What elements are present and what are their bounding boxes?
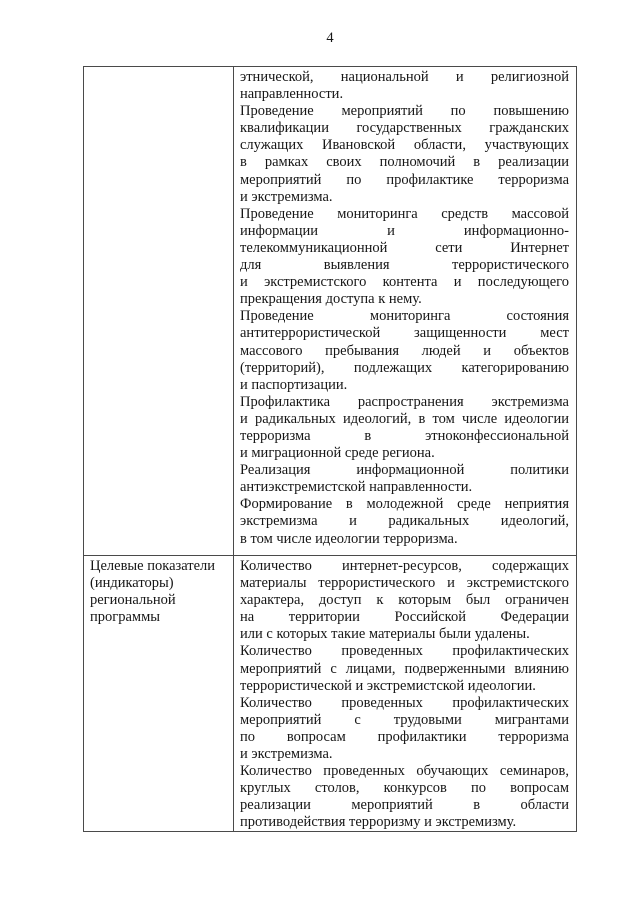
text-line: для выявления террористического <box>240 257 569 274</box>
table-row <box>84 556 576 831</box>
page-number: 4 <box>326 30 334 46</box>
text-line: в том числе идеологии терроризма. <box>240 530 458 547</box>
paragraph <box>240 695 569 763</box>
text-line: антиэкстремистской направленности. <box>240 479 473 496</box>
text-line: экстремизма и радикальных идеологий, <box>240 513 569 530</box>
text-line: мероприятий по профилактике терроризма <box>240 171 569 188</box>
text-line: региональной <box>90 592 176 609</box>
document-table <box>83 66 577 832</box>
text-line: служащих Ивановской области, участвующих <box>240 137 569 154</box>
text-line: Профилактика распространения экстремизма <box>240 393 569 410</box>
text-line: информации и информационно- <box>240 222 569 239</box>
text-line: круглых столов, конкурсов по вопросам <box>240 780 569 797</box>
text-line: в рамках своих полномочий в реализации <box>240 154 569 171</box>
text-line: этнической, национальной и религиозной <box>240 69 569 85</box>
text-line: Проведение мероприятий по повышению <box>240 103 569 120</box>
paragraph <box>240 394 569 462</box>
text-line: Проведение мониторинга состояния <box>240 308 569 325</box>
text-line: и экстремистского контента и последующего <box>240 274 569 291</box>
text-line: Реализация информационной политики <box>240 462 569 479</box>
text-line: массового пребывания людей и объектов <box>240 342 569 359</box>
text-line: и радикальных идеологий, в том числе идеологии <box>240 410 569 427</box>
row-content-cell <box>234 556 576 831</box>
text-line: и экстремизма. <box>240 746 333 763</box>
text-line: на территории Российской Федерации <box>240 609 569 626</box>
row-label-cell <box>84 556 234 831</box>
text-line: характера, доступ к которым был ограничен <box>240 592 569 609</box>
table-row <box>84 67 576 556</box>
text-line: направленности. <box>240 86 344 103</box>
text-line: материалы террористического и экстремистского <box>240 575 569 592</box>
text-line: квалификации государственных гражданских <box>240 120 569 137</box>
text-line: террористической и экстремистской идеологии. <box>240 677 536 694</box>
text-line: Количество проведенных профилактических <box>240 694 569 711</box>
text-line: и миграционной среде региона. <box>240 445 435 462</box>
text-line: мероприятий с трудовыми мигрантами <box>240 711 569 728</box>
paragraph <box>240 308 569 393</box>
text-line: терроризма в этноконфессиональной <box>240 427 569 444</box>
text-line: Целевые показатели <box>90 558 216 574</box>
paragraph <box>240 462 569 496</box>
text-line: прекращения доступа к нему. <box>240 291 422 308</box>
row-content-cell <box>234 67 576 555</box>
paragraph <box>240 496 569 547</box>
paragraph <box>240 69 569 103</box>
paragraph <box>240 103 569 206</box>
text-line: Формирование в молодежной среде неприятия <box>240 496 569 513</box>
text-line: Количество интернет-ресурсов, содержащих <box>240 558 569 574</box>
text-line: реализации мероприятий в области <box>240 797 569 814</box>
text-line: программы <box>90 609 160 626</box>
text-line: телекоммуникационной сети Интернет <box>240 239 569 256</box>
text-line: или с которых такие материалы были удалены. <box>240 626 530 643</box>
text-line: противодействия терроризму и экстремизму. <box>240 814 517 831</box>
text-line: (индикаторы) <box>90 575 174 592</box>
text-line: Количество проведенных профилактических <box>240 643 569 660</box>
text-line: и паспортизации. <box>240 376 348 393</box>
paragraph <box>240 558 569 643</box>
text-line: (территорий), подлежащих категорированию <box>240 359 569 376</box>
paragraph <box>240 763 569 831</box>
text-line: по вопросам профилактики терроризма <box>240 728 569 745</box>
text-line: антитеррористической защищенности мест <box>240 325 569 342</box>
text-line: Проведение мониторинга средств массовой <box>240 205 569 222</box>
row-label-cell <box>84 67 234 555</box>
text-line: и экстремизма. <box>240 188 333 205</box>
text-line: Количество проведенных обучающих семинаров, <box>240 763 569 780</box>
text-line: мероприятий с лицами, подверженными влиянию <box>240 660 569 677</box>
paragraph <box>240 643 569 694</box>
paragraph <box>240 206 569 309</box>
